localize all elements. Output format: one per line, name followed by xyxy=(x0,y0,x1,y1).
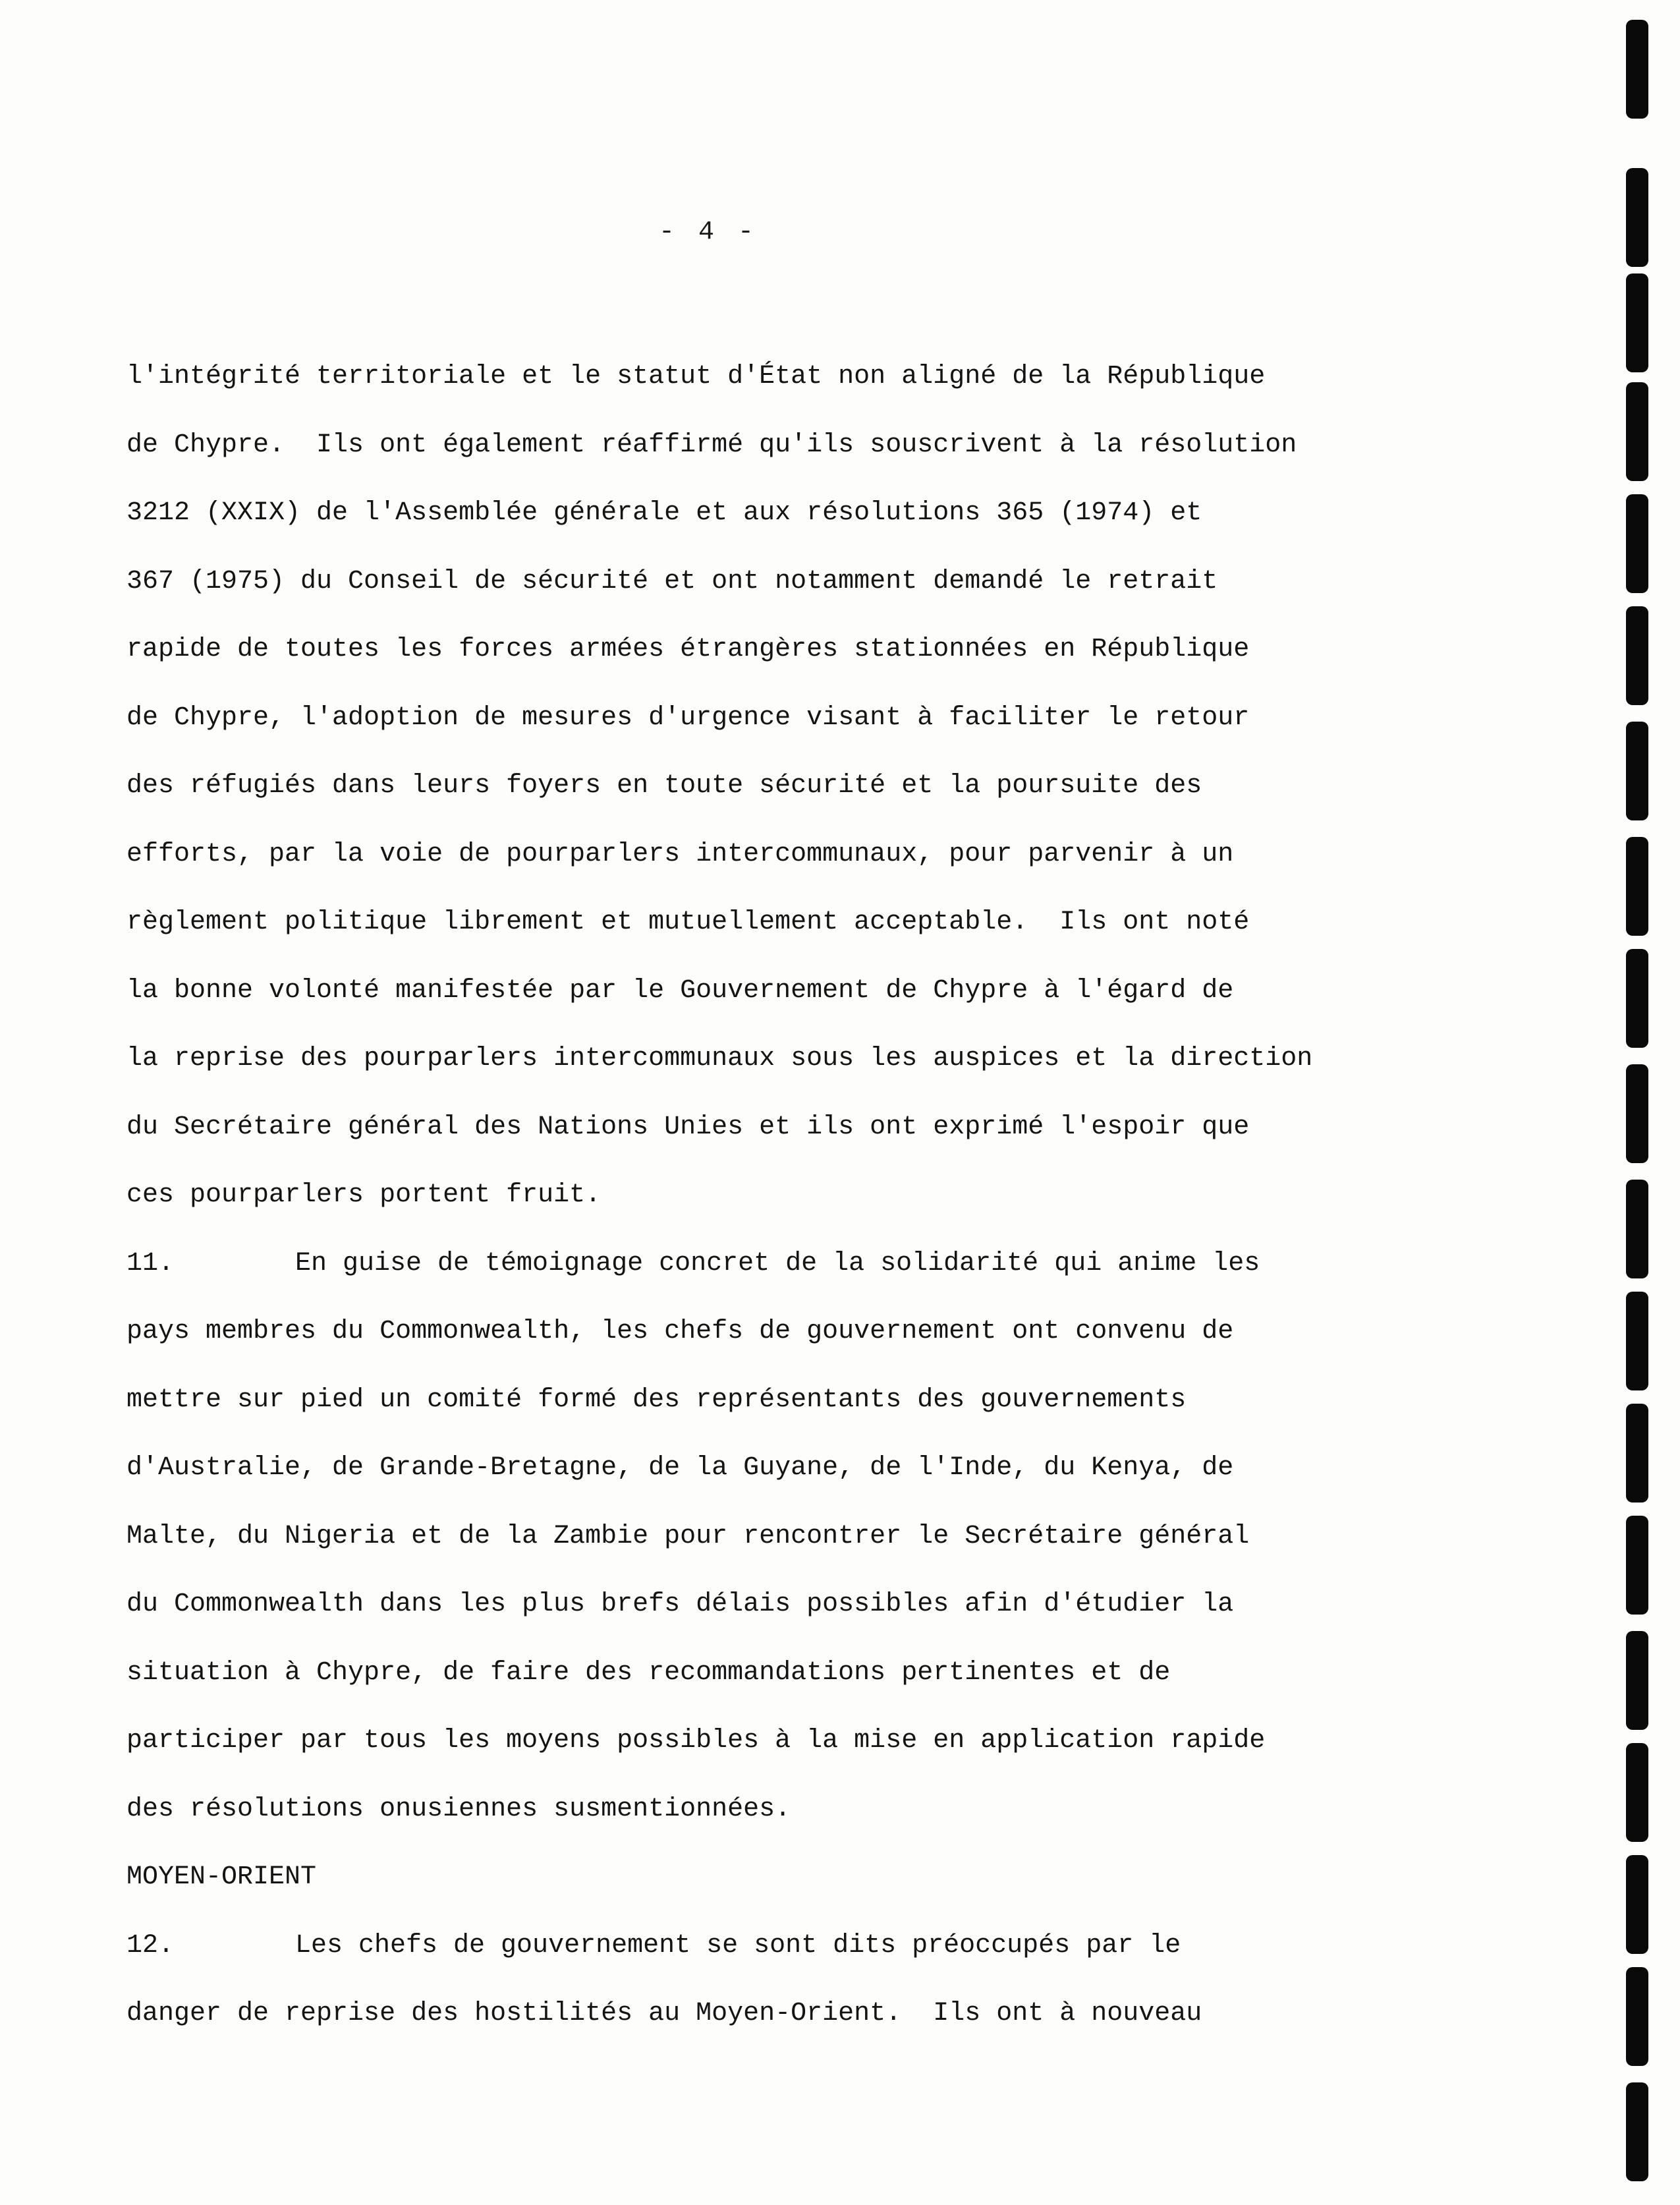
section-heading: MOYEN-ORIENT xyxy=(126,1862,317,1892)
punch-hole xyxy=(1626,1516,1648,1615)
binding-punch-holes xyxy=(1626,0,1650,2205)
paragraph-number: 12. xyxy=(126,1930,175,1961)
punch-hole xyxy=(1626,1292,1648,1390)
punch-hole xyxy=(1626,722,1648,820)
text-line: efforts, par la voie de pourparlers intercommunaux, pour parvenir à un xyxy=(126,839,1234,869)
punch-hole xyxy=(1626,1064,1648,1163)
text-line: règlement politique librement et mutuellement acceptable. Ils ont noté xyxy=(126,907,1250,937)
paragraph-number: 11. xyxy=(126,1248,175,1278)
page-number: - 4 - xyxy=(659,217,758,247)
punch-hole xyxy=(1626,1631,1648,1730)
text-line: Malte, du Nigeria et de la Zambie pour rencontrer le Secrétaire général xyxy=(126,1521,1250,1551)
punch-hole xyxy=(1626,2082,1648,2181)
paragraph-12-first-line xyxy=(126,1912,1444,1980)
text-line: participer par tous les moyens possibles à la mise en application rapide xyxy=(126,1726,1266,1756)
text-line: l'intégrité territoriale et le statut d'État non aligné de la République xyxy=(126,362,1266,391)
paragraph-11-first-line xyxy=(126,1230,1444,1298)
text-line: des résolutions onusiennes susmentionnées. xyxy=(126,1794,791,1824)
punch-hole xyxy=(1626,1404,1648,1503)
punch-hole xyxy=(1626,1180,1648,1278)
text-line: 367 (1975) du Conseil de sécurité et ont notamment demandé le retrait xyxy=(126,566,1218,596)
punch-hole xyxy=(1626,1855,1648,1954)
punch-hole xyxy=(1626,494,1648,593)
text-line: des réfugiés dans leurs foyers en toute sécurité et la poursuite des xyxy=(126,771,1202,801)
text-line: 3212 (XXIX) de l'Assemblée générale et aux résolutions 365 (1974) et xyxy=(126,498,1202,528)
text-line: d'Australie, de Grande-Bretagne, de la Guyane, de l'Inde, du Kenya, de xyxy=(126,1453,1234,1483)
text-line: danger de reprise des hostilités au Moyen-Orient. Ils ont à nouveau xyxy=(126,1999,1202,2028)
punch-hole xyxy=(1626,382,1648,481)
body-text xyxy=(126,343,1444,2048)
text-line: du Commonwealth dans les plus brefs délais possibles afin d'étudier la xyxy=(126,1589,1234,1619)
text-line: la reprise des pourparlers intercommunaux sous les auspices et la direction xyxy=(126,1044,1313,1074)
text-line: situation à Chypre, de faire des recommandations pertinentes et de xyxy=(126,1657,1171,1688)
text-line: ces pourparlers portent fruit. xyxy=(126,1180,602,1210)
text-line: Les chefs de gouvernement se sont dits préoccupés par le xyxy=(295,1930,1181,1961)
punch-hole xyxy=(1626,606,1648,705)
text-line: de Chypre, l'adoption de mesures d'urgence visant à faciliter le retour xyxy=(126,702,1250,733)
text-line: En guise de témoignage concret de la solidarité qui anime les xyxy=(295,1248,1260,1278)
text-line: mettre sur pied un comité formé des représentants des gouvernements xyxy=(126,1385,1187,1415)
punch-hole xyxy=(1626,20,1648,119)
text-line: pays membres du Commonwealth, les chefs de gouvernement ont convenu de xyxy=(126,1317,1234,1346)
punch-hole xyxy=(1626,1967,1648,2066)
punch-hole xyxy=(1626,168,1648,267)
punch-hole xyxy=(1626,949,1648,1048)
punch-hole xyxy=(1626,1743,1648,1842)
text-line: de Chypre. Ils ont également réaffirmé qu'ils souscrivent à la résolution xyxy=(126,430,1297,460)
punch-hole xyxy=(1626,837,1648,936)
text-line: du Secrétaire général des Nations Unies et ils ont exprimé l'espoir que xyxy=(126,1112,1250,1142)
punch-hole xyxy=(1626,273,1648,372)
text-line: rapide de toutes les forces armées étrangères stationnées en République xyxy=(126,635,1250,664)
text-line: la bonne volonté manifestée par le Gouvernement de Chypre à l'égard de xyxy=(126,975,1234,1006)
